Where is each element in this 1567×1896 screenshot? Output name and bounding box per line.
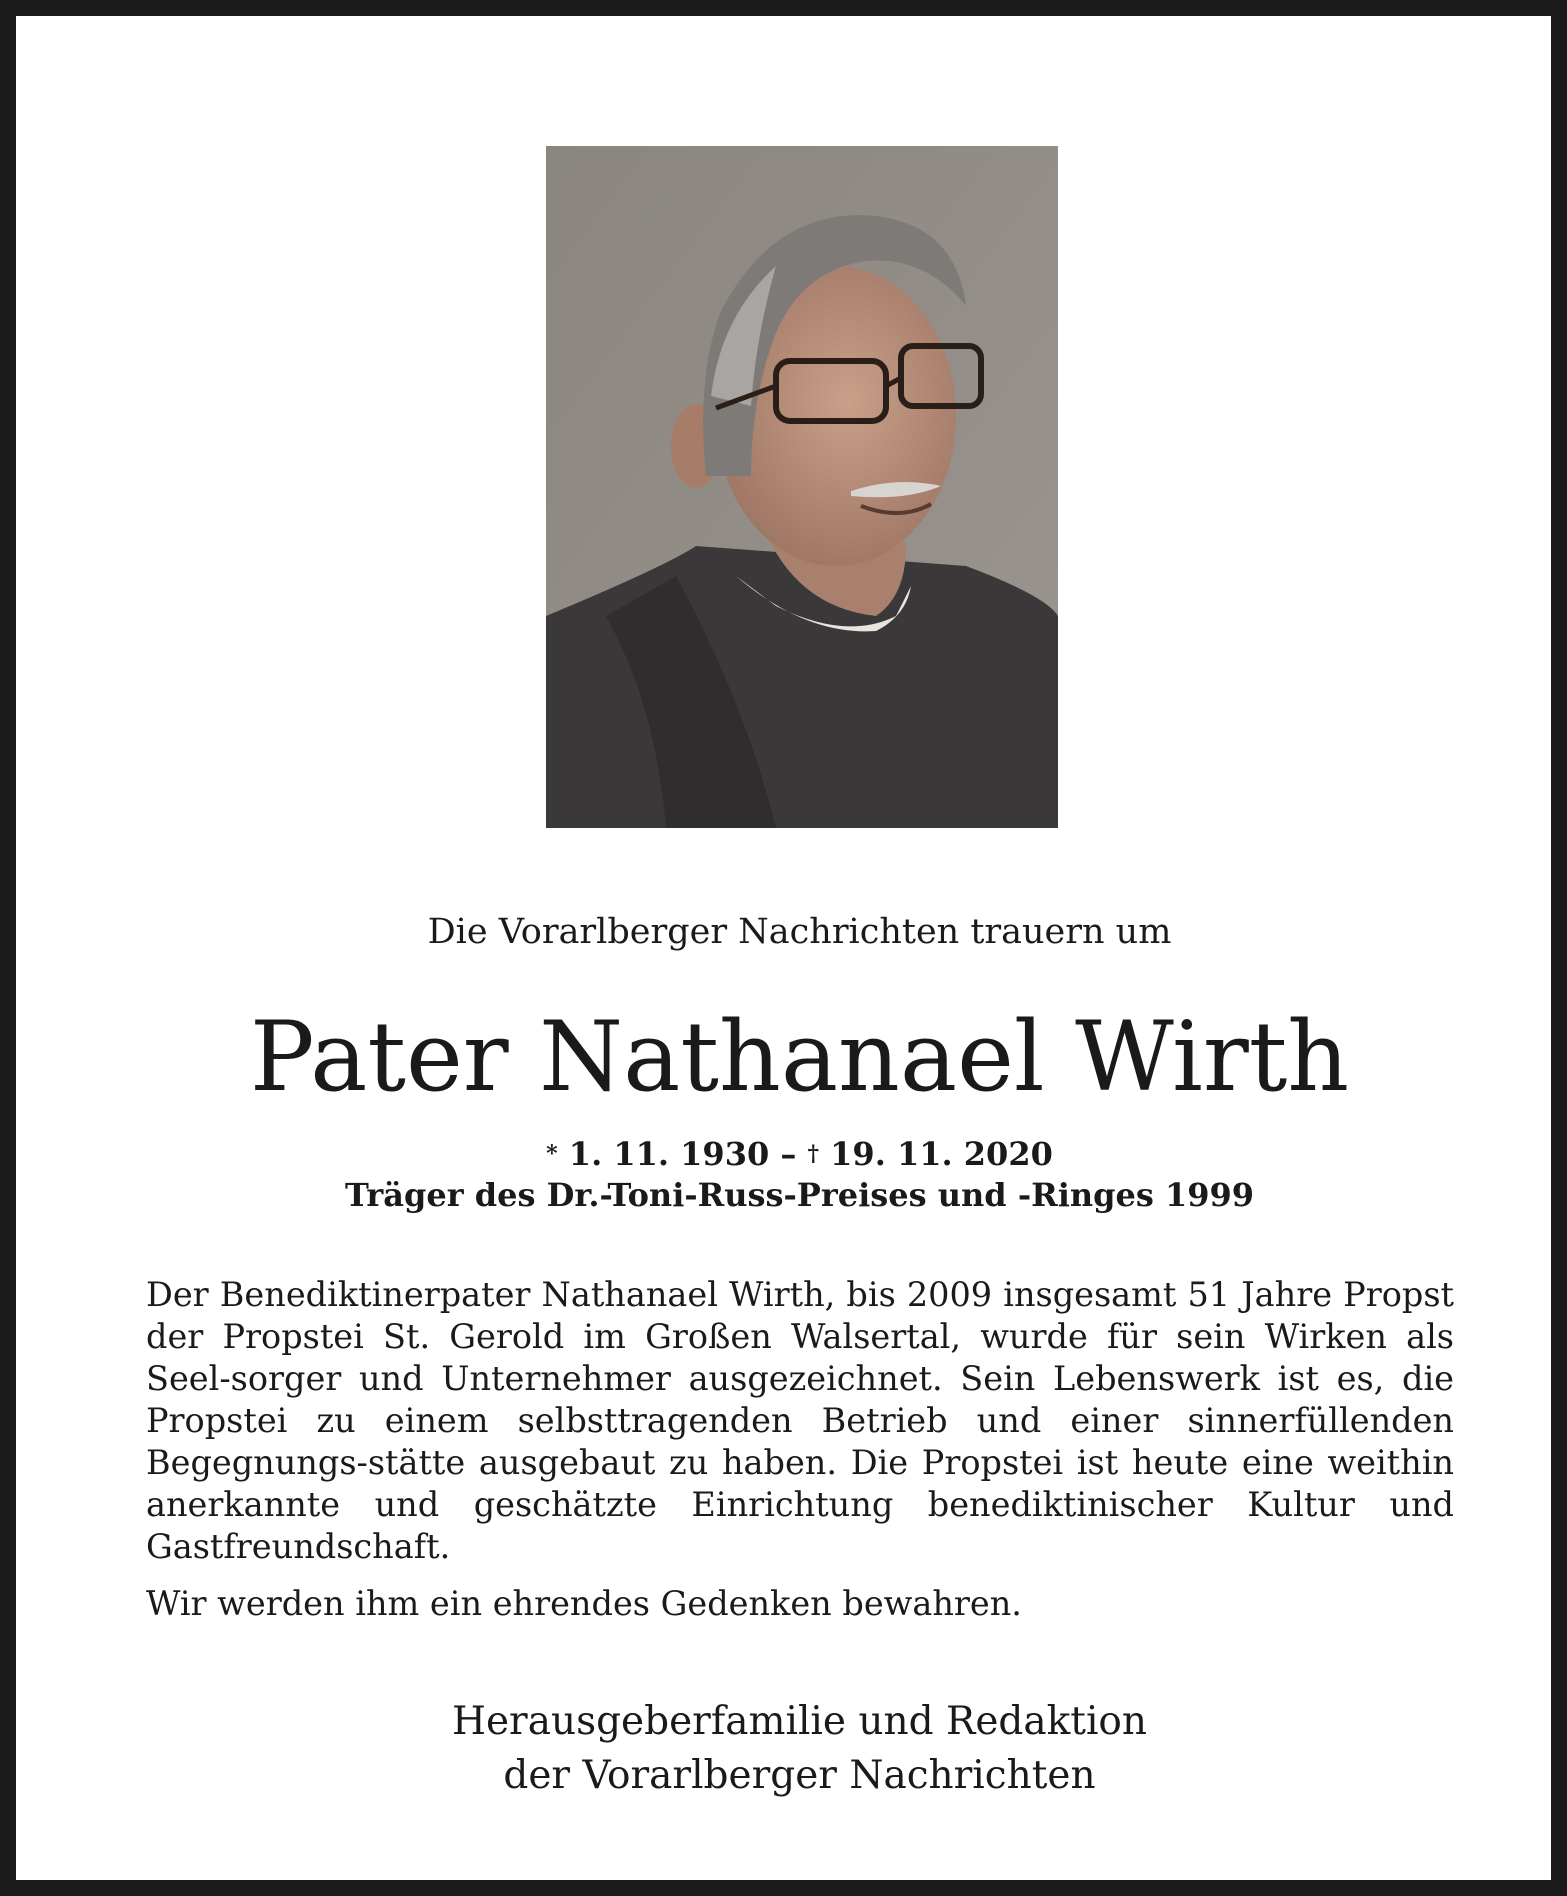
born-symbol: * xyxy=(546,1141,558,1167)
award-line: Träger des Dr.-Toni-Russ-Preises und -Ringes 1999 xyxy=(344,1176,1255,1214)
life-dates xyxy=(16,1134,1567,1178)
date-separator: – xyxy=(780,1135,797,1173)
signature-line-1: Herausgeberfamilie und Redaktion xyxy=(451,1699,1148,1744)
deceased-name: Pater Nathanael Wirth xyxy=(249,1001,1350,1113)
death-date: 19. 11. 2020 xyxy=(830,1135,1053,1173)
birth-date: 1. 11. 1930 xyxy=(568,1135,770,1173)
portrait-photo xyxy=(546,146,1058,828)
died-symbol: † xyxy=(807,1141,820,1167)
portrait-illustration xyxy=(546,146,1058,828)
obituary-body: Der Benediktinerpater Nathanael Wirth, bis 2009 insgesamt 51 Jahre Propst der Propstei St. Gerold im Großen Walsertal, wurde für sein Wirken als Seel-sorger und Unternehmer ausgezeichnet. Sein Lebenswerk ist es, die Propstei zu einem selbsttragenden Betrieb und einer sinnerfüllenden Begegnungs-stätte ausgebaut zu haben. Die Propstei ist heute eine weithin anerkannte und geschätzte Einrichtung benediktinischer Kultur und Gastfreundschaft. xyxy=(146,1275,1454,1566)
signature-line-2: der Vorarlberger Nachrichten xyxy=(503,1753,1096,1798)
intro-line: Die Vorarlberger Nachrichten trauern um xyxy=(427,912,1172,952)
remembrance-line: Wir werden ihm ein ehrendes Gedenken bewahren. xyxy=(146,1584,1022,1623)
